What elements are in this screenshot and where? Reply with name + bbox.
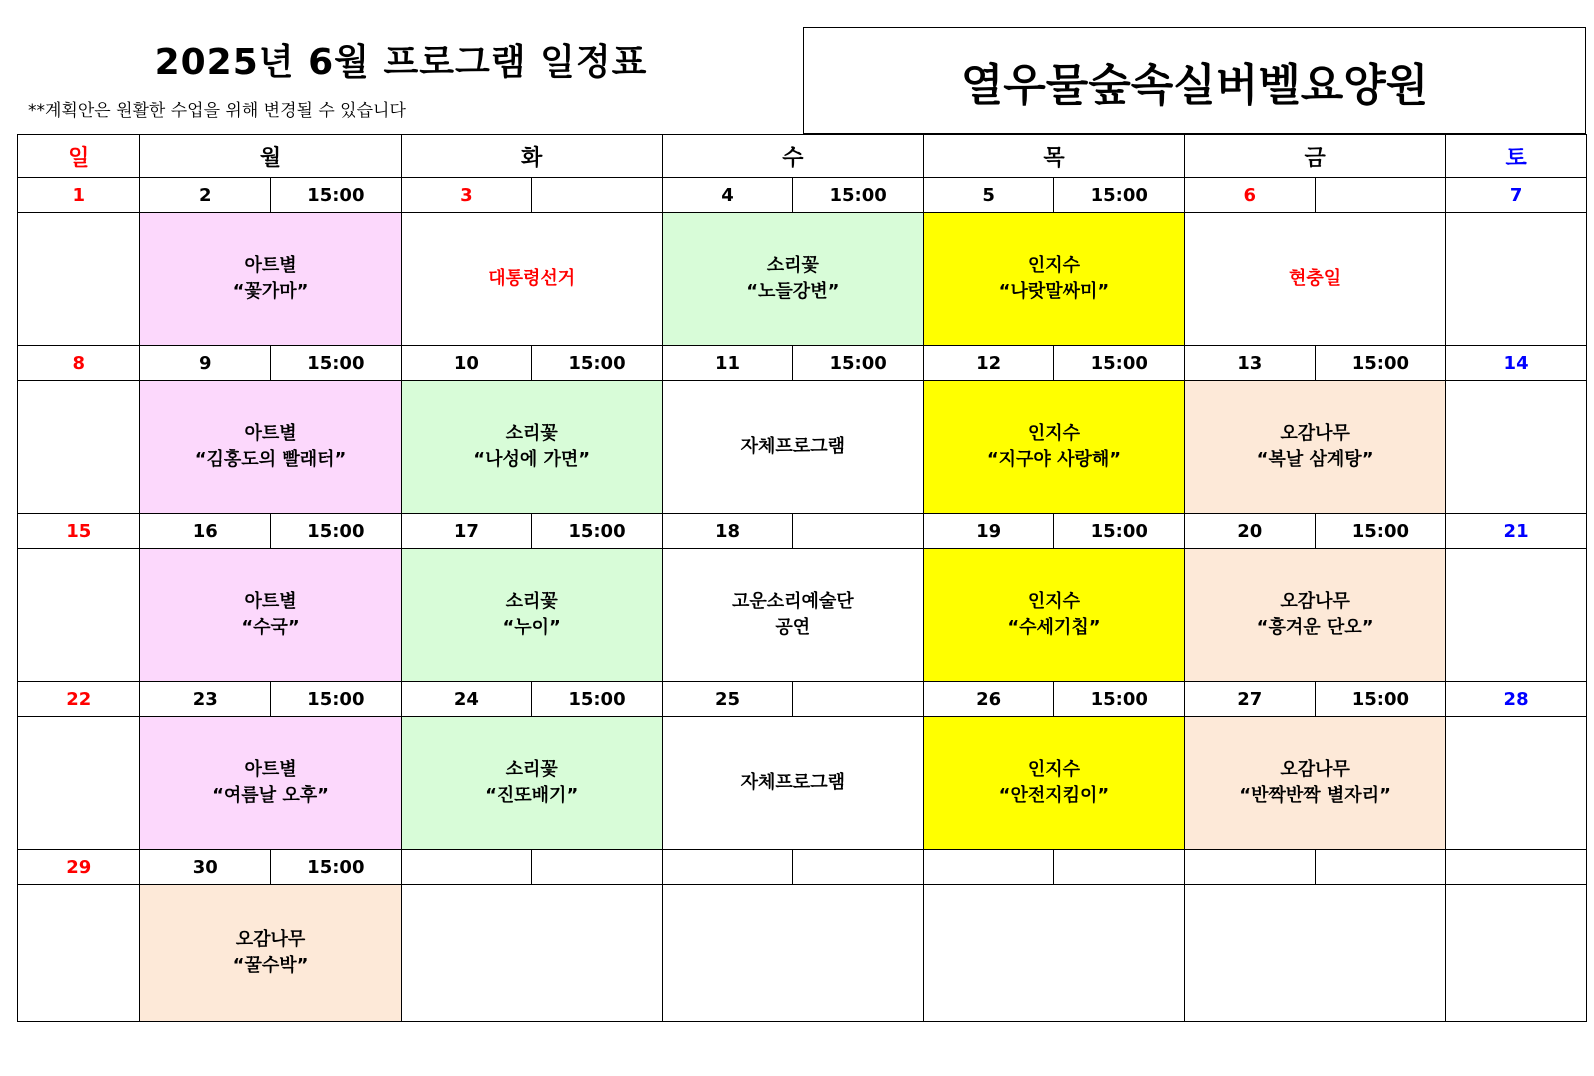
time-cell: 15:00 [1054, 514, 1185, 549]
event-subtitle: “흥겨운 단오” [1256, 617, 1374, 638]
event-cell [923, 717, 1184, 850]
week-5-event-row [18, 885, 1587, 1022]
time-cell: 15:00 [1054, 178, 1185, 213]
event-title: 자체프로그램 [740, 436, 845, 457]
time-cell: 15:00 [793, 346, 924, 381]
event-title: 아트별 [244, 759, 297, 780]
date-cell: 12 [923, 346, 1054, 381]
event-title: 오감나무 [235, 929, 306, 950]
event-subtitle: “수세기칩” [1007, 617, 1101, 638]
time-cell [793, 682, 924, 717]
event-cell [401, 717, 662, 850]
schedule-note: **계획안은 원활한 수업을 위해 변경될 수 있습니다 [28, 101, 406, 121]
date-cell: 6 [1185, 178, 1316, 213]
time-cell: 15:00 [271, 850, 402, 885]
time-cell [793, 514, 924, 549]
event-subtitle: “꿀수박” [232, 955, 309, 976]
event-cell-sun [18, 885, 140, 1022]
date-cell: 14 [1446, 346, 1587, 381]
date-cell: 24 [401, 682, 532, 717]
event-subtitle: “김홍도의 빨래터” [194, 449, 347, 470]
date-cell: 30 [140, 850, 271, 885]
event-title: 오감나무 [1280, 423, 1350, 444]
weekday-wed: 수 [662, 135, 923, 178]
event-cell [401, 885, 662, 1022]
date-cell [923, 850, 1054, 885]
date-cell: 3 [401, 178, 532, 213]
page-title: 2025년 6월 프로그램 일정표 [154, 42, 648, 83]
time-cell: 15:00 [271, 178, 402, 213]
date-cell: 26 [923, 682, 1054, 717]
week-4-date-row [18, 682, 1587, 717]
event-subtitle: “반짝반짝 별자리” [1239, 785, 1391, 806]
time-cell [1315, 178, 1446, 213]
event-subtitle: “나랏말싸미” [998, 281, 1110, 302]
event-title: 소리꽃 [766, 255, 819, 276]
date-cell: 1 [18, 178, 140, 213]
time-cell: 15:00 [271, 682, 402, 717]
weekday-sun: 일 [18, 135, 140, 178]
event-cell [1185, 885, 1446, 1022]
date-cell: 19 [923, 514, 1054, 549]
event-cell [140, 717, 401, 850]
event-cell-sat [1446, 213, 1587, 346]
date-cell: 4 [662, 178, 793, 213]
date-cell [1446, 850, 1587, 885]
event-title: 소리꽃 [505, 423, 558, 444]
event-title: 아트별 [244, 423, 297, 444]
date-cell: 8 [18, 346, 140, 381]
event-title: 오감나무 [1280, 591, 1350, 612]
event-cell [662, 381, 923, 514]
event-cell [923, 885, 1184, 1022]
event-title: 소리꽃 [505, 591, 558, 612]
weekday-tue: 화 [401, 135, 662, 178]
event-cell-sun [18, 717, 140, 850]
weekday-thu: 목 [923, 135, 1184, 178]
event-cell [401, 213, 662, 346]
date-cell: 21 [1446, 514, 1587, 549]
event-title: 인지수 [1027, 759, 1081, 780]
date-cell: 15 [18, 514, 140, 549]
event-subtitle: “지구야 사랑해” [986, 449, 1122, 470]
time-cell: 15:00 [1054, 346, 1185, 381]
event-cell [401, 381, 662, 514]
event-subtitle: “진또배기” [485, 785, 579, 806]
date-cell: 11 [662, 346, 793, 381]
week-2-date-row [18, 346, 1587, 381]
date-cell: 2 [140, 178, 271, 213]
event-title: 현충일 [1289, 268, 1342, 289]
event-cell-sun [18, 213, 140, 346]
event-cell [923, 549, 1184, 682]
event-cell [140, 549, 401, 682]
event-subtitle: “수국” [241, 617, 300, 638]
event-title: 소리꽃 [505, 759, 558, 780]
event-cell [1185, 381, 1446, 514]
date-cell [662, 850, 793, 885]
event-cell-sat [1446, 381, 1587, 514]
week-4-event-row [18, 717, 1587, 850]
org-name-box [803, 27, 1586, 134]
time-cell: 15:00 [1315, 682, 1446, 717]
event-cell [662, 549, 923, 682]
week-1-date-row [18, 178, 1587, 213]
event-title: 고운소리예술단 [731, 591, 854, 612]
event-cell [662, 213, 923, 346]
event-subtitle: 공연 [775, 617, 811, 638]
event-cell [662, 885, 923, 1022]
time-cell: 15:00 [271, 514, 402, 549]
weekday-mon: 월 [140, 135, 401, 178]
time-cell [1054, 850, 1185, 885]
event-subtitle: “복날 삼계탕” [1256, 449, 1374, 470]
calendar-table [17, 134, 1587, 1022]
event-title: 인지수 [1027, 591, 1081, 612]
date-cell: 17 [401, 514, 532, 549]
event-title: 오감나무 [1280, 759, 1350, 780]
event-cell-sat [1446, 549, 1587, 682]
date-cell: 18 [662, 514, 793, 549]
event-subtitle: “꽃가마” [232, 281, 309, 302]
event-title: 인지수 [1027, 423, 1081, 444]
date-cell [1185, 850, 1316, 885]
time-cell: 15:00 [1315, 514, 1446, 549]
date-cell: 22 [18, 682, 140, 717]
event-cell [923, 381, 1184, 514]
weekday-fri: 금 [1185, 135, 1446, 178]
weekday-sat: 토 [1446, 135, 1587, 178]
week-1-event-row [18, 213, 1587, 346]
time-cell: 15:00 [1054, 682, 1185, 717]
weekday-header-row [18, 135, 1587, 178]
time-cell [1315, 850, 1446, 885]
event-cell-sun [18, 381, 140, 514]
date-cell: 28 [1446, 682, 1587, 717]
date-cell: 27 [1185, 682, 1316, 717]
date-cell: 16 [140, 514, 271, 549]
time-cell: 15:00 [1315, 346, 1446, 381]
event-cell [401, 549, 662, 682]
date-cell: 13 [1185, 346, 1316, 381]
event-cell [140, 213, 401, 346]
date-cell: 25 [662, 682, 793, 717]
time-cell: 15:00 [271, 346, 402, 381]
event-cell [662, 717, 923, 850]
event-cell [923, 213, 1184, 346]
event-title: 아트별 [244, 255, 297, 276]
event-title: 인지수 [1027, 255, 1081, 276]
event-subtitle: “안전지킴이” [998, 785, 1110, 806]
event-title: 대통령선거 [488, 268, 576, 289]
date-cell: 5 [923, 178, 1054, 213]
event-subtitle: “여름날 오후” [212, 785, 329, 806]
date-cell: 23 [140, 682, 271, 717]
date-cell: 10 [401, 346, 532, 381]
date-cell: 20 [1185, 514, 1316, 549]
event-cell [1185, 549, 1446, 682]
date-cell: 7 [1446, 178, 1587, 213]
time-cell: 15:00 [532, 514, 663, 549]
time-cell: 15:00 [532, 682, 663, 717]
event-title: 아트별 [244, 591, 297, 612]
event-subtitle: “누이” [502, 617, 561, 638]
event-cell-sat [1446, 885, 1587, 1022]
event-cell [1185, 717, 1446, 850]
time-cell [532, 850, 663, 885]
org-name: 열우물숲속실버벨요양원 [960, 59, 1429, 111]
event-title: 자체프로그램 [740, 772, 845, 793]
event-cell [140, 381, 401, 514]
event-cell-sat [1446, 717, 1587, 850]
time-cell: 15:00 [532, 346, 663, 381]
week-3-event-row [18, 549, 1587, 682]
week-2-event-row [18, 381, 1587, 514]
time-cell: 15:00 [793, 178, 924, 213]
event-subtitle: “노들강변” [746, 281, 840, 302]
time-cell [532, 178, 663, 213]
date-cell [401, 850, 532, 885]
date-cell: 9 [140, 346, 271, 381]
event-cell [140, 885, 401, 1022]
event-cell [1185, 213, 1446, 346]
event-subtitle: “나성에 가면” [473, 449, 591, 470]
date-cell: 29 [18, 850, 140, 885]
week-3-date-row [18, 514, 1587, 549]
event-cell-sun [18, 549, 140, 682]
week-5-date-row [18, 850, 1587, 885]
time-cell [793, 850, 924, 885]
